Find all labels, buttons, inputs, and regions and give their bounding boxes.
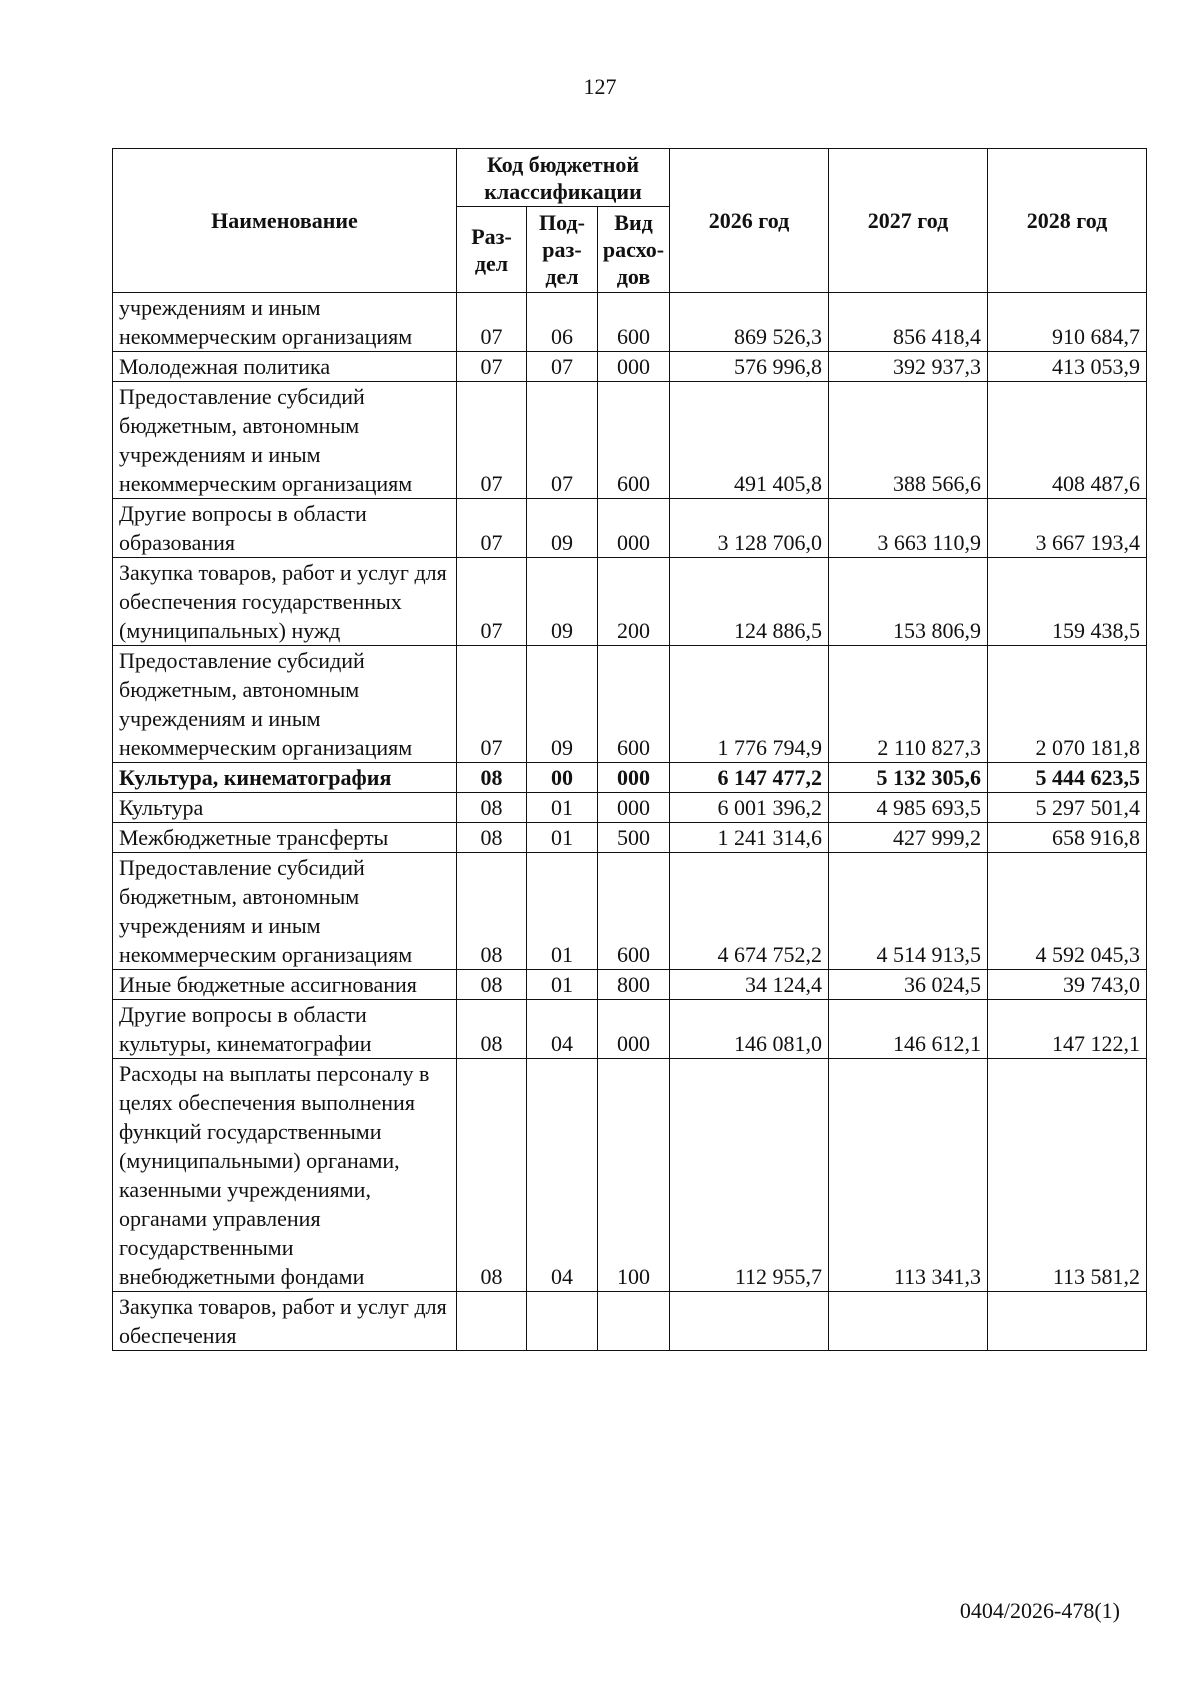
cell-podrazdel: 01 <box>527 823 598 853</box>
table-row <box>113 293 1147 352</box>
cell-razdel: 07 <box>457 352 527 382</box>
cell-razdel: 07 <box>457 293 527 352</box>
cell-razdel: 07 <box>457 499 527 558</box>
cell-vid: 000 <box>598 499 670 558</box>
cell-y2026 <box>670 1292 829 1351</box>
cell-podrazdel: 06 <box>527 293 598 352</box>
document-code: 0404/2026-478(1) <box>959 1598 1120 1623</box>
cell-y2028: 2 070 181,8 <box>988 646 1147 763</box>
cell-razdel: 08 <box>457 853 527 970</box>
cell-razdel <box>457 1292 527 1351</box>
cell-y2027: 5 132 305,6 <box>829 763 988 793</box>
table-row <box>113 499 1147 558</box>
cell-y2026: 3 128 706,0 <box>670 499 829 558</box>
cell-vid: 000 <box>598 793 670 823</box>
cell-y2027: 113 341,3 <box>829 1059 988 1292</box>
header-2026: 2026 год <box>670 149 829 293</box>
cell-y2027: 4 985 693,5 <box>829 793 988 823</box>
cell-razdel: 08 <box>457 823 527 853</box>
cell-razdel: 08 <box>457 1000 527 1059</box>
cell-razdel: 08 <box>457 763 527 793</box>
header-2027: 2027 год <box>829 149 988 293</box>
cell-y2027: 856 418,4 <box>829 293 988 352</box>
header-razdel: Раз- дел <box>457 207 527 293</box>
table-row <box>113 853 1147 970</box>
cell-name: учреждениям и иным некоммерческим организациям <box>113 293 457 352</box>
cell-podrazdel <box>527 1292 598 1351</box>
header-vid: Вид расхо- дов <box>598 207 670 293</box>
cell-y2026: 6 001 396,2 <box>670 793 829 823</box>
cell-y2027: 4 514 913,5 <box>829 853 988 970</box>
cell-y2028: 113 581,2 <box>988 1059 1147 1292</box>
cell-podrazdel: 04 <box>527 1059 598 1292</box>
cell-y2028: 3 667 193,4 <box>988 499 1147 558</box>
cell-y2028: 413 053,9 <box>988 352 1147 382</box>
budget-table <box>112 148 1147 1351</box>
cell-name: Расходы на выплаты персоналу в целях обеспечения выполнения функций государственными (муниципальными) органами, казенными учреждениями, органами управления государственными внебюджетными фондами <box>113 1059 457 1292</box>
cell-razdel: 08 <box>457 1059 527 1292</box>
table-row <box>113 558 1147 646</box>
cell-razdel: 08 <box>457 793 527 823</box>
cell-y2028: 408 487,6 <box>988 382 1147 499</box>
cell-y2026: 34 124,4 <box>670 970 829 1000</box>
cell-podrazdel: 04 <box>527 1000 598 1059</box>
header-podrazdel: Под- раз- дел <box>527 207 598 293</box>
cell-podrazdel: 09 <box>527 558 598 646</box>
cell-name: Иные бюджетные ассигнования <box>113 970 457 1000</box>
cell-y2026: 869 526,3 <box>670 293 829 352</box>
cell-vid: 500 <box>598 823 670 853</box>
cell-y2027 <box>829 1292 988 1351</box>
cell-y2026: 124 886,5 <box>670 558 829 646</box>
cell-y2026: 4 674 752,2 <box>670 853 829 970</box>
cell-vid: 600 <box>598 293 670 352</box>
table-row <box>113 1292 1147 1351</box>
cell-y2027: 392 937,3 <box>829 352 988 382</box>
cell-y2028: 910 684,7 <box>988 293 1147 352</box>
cell-y2026: 491 405,8 <box>670 382 829 499</box>
cell-y2028 <box>988 1292 1147 1351</box>
cell-podrazdel: 09 <box>527 646 598 763</box>
header-code-group: Код бюджетной классификации <box>457 149 670 207</box>
table-row <box>113 382 1147 499</box>
cell-vid: 600 <box>598 646 670 763</box>
cell-razdel: 07 <box>457 382 527 499</box>
cell-vid: 000 <box>598 1000 670 1059</box>
cell-razdel: 07 <box>457 646 527 763</box>
cell-name: Культура <box>113 793 457 823</box>
cell-name: Предоставление субсидий бюджетным, автономным учреждениям и иным некоммерческим организациям <box>113 382 457 499</box>
cell-y2026: 1 776 794,9 <box>670 646 829 763</box>
cell-y2026: 576 996,8 <box>670 352 829 382</box>
cell-podrazdel: 07 <box>527 382 598 499</box>
cell-vid: 800 <box>598 970 670 1000</box>
cell-y2027: 146 612,1 <box>829 1000 988 1059</box>
cell-podrazdel: 01 <box>527 793 598 823</box>
cell-podrazdel: 07 <box>527 352 598 382</box>
cell-vid: 100 <box>598 1059 670 1292</box>
cell-razdel: 07 <box>457 558 527 646</box>
table-row <box>113 352 1147 382</box>
cell-y2027: 2 110 827,3 <box>829 646 988 763</box>
cell-name: Закупка товаров, работ и услуг для обеспечения <box>113 1292 457 1351</box>
cell-name: Другие вопросы в области образования <box>113 499 457 558</box>
cell-vid: 200 <box>598 558 670 646</box>
table-row <box>113 646 1147 763</box>
cell-name: Межбюджетные трансферты <box>113 823 457 853</box>
cell-vid: 600 <box>598 382 670 499</box>
cell-y2028: 658 916,8 <box>988 823 1147 853</box>
cell-name: Закупка товаров, работ и услуг для обеспечения государственных (муниципальных) нужд <box>113 558 457 646</box>
cell-name: Культура, кинематография <box>113 763 457 793</box>
cell-podrazdel: 09 <box>527 499 598 558</box>
cell-y2028: 5 297 501,4 <box>988 793 1147 823</box>
cell-y2027: 3 663 110,9 <box>829 499 988 558</box>
cell-y2026: 112 955,7 <box>670 1059 829 1292</box>
cell-y2028: 159 438,5 <box>988 558 1147 646</box>
cell-vid <box>598 1292 670 1351</box>
table-row <box>113 763 1147 793</box>
cell-vid: 000 <box>598 763 670 793</box>
cell-podrazdel: 00 <box>527 763 598 793</box>
cell-y2026: 146 081,0 <box>670 1000 829 1059</box>
table-body <box>113 293 1147 1351</box>
table-row <box>113 1000 1147 1059</box>
cell-vid: 600 <box>598 853 670 970</box>
page-number: 127 <box>583 74 617 99</box>
cell-name: Другие вопросы в области культуры, кинематографии <box>113 1000 457 1059</box>
header-2028: 2028 год <box>988 149 1147 293</box>
cell-name: Предоставление субсидий бюджетным, автономным учреждениям и иным некоммерческим организациям <box>113 646 457 763</box>
table-row <box>113 970 1147 1000</box>
table-row <box>113 1059 1147 1292</box>
cell-podrazdel: 01 <box>527 970 598 1000</box>
cell-vid: 000 <box>598 352 670 382</box>
cell-y2028: 5 444 623,5 <box>988 763 1147 793</box>
cell-razdel: 08 <box>457 970 527 1000</box>
cell-podrazdel: 01 <box>527 853 598 970</box>
cell-y2028: 39 743,0 <box>988 970 1147 1000</box>
cell-y2028: 147 122,1 <box>988 1000 1147 1059</box>
table-row <box>113 823 1147 853</box>
cell-y2028: 4 592 045,3 <box>988 853 1147 970</box>
cell-y2026: 6 147 477,2 <box>670 763 829 793</box>
cell-name: Молодежная политика <box>113 352 457 382</box>
cell-name: Предоставление субсидий бюджетным, автономным учреждениям и иным некоммерческим организациям <box>113 853 457 970</box>
cell-y2027: 427 999,2 <box>829 823 988 853</box>
cell-y2027: 388 566,6 <box>829 382 988 499</box>
cell-y2027: 36 024,5 <box>829 970 988 1000</box>
table-row <box>113 793 1147 823</box>
header-name: Наименование <box>113 149 457 293</box>
cell-y2027: 153 806,9 <box>829 558 988 646</box>
cell-y2026: 1 241 314,6 <box>670 823 829 853</box>
